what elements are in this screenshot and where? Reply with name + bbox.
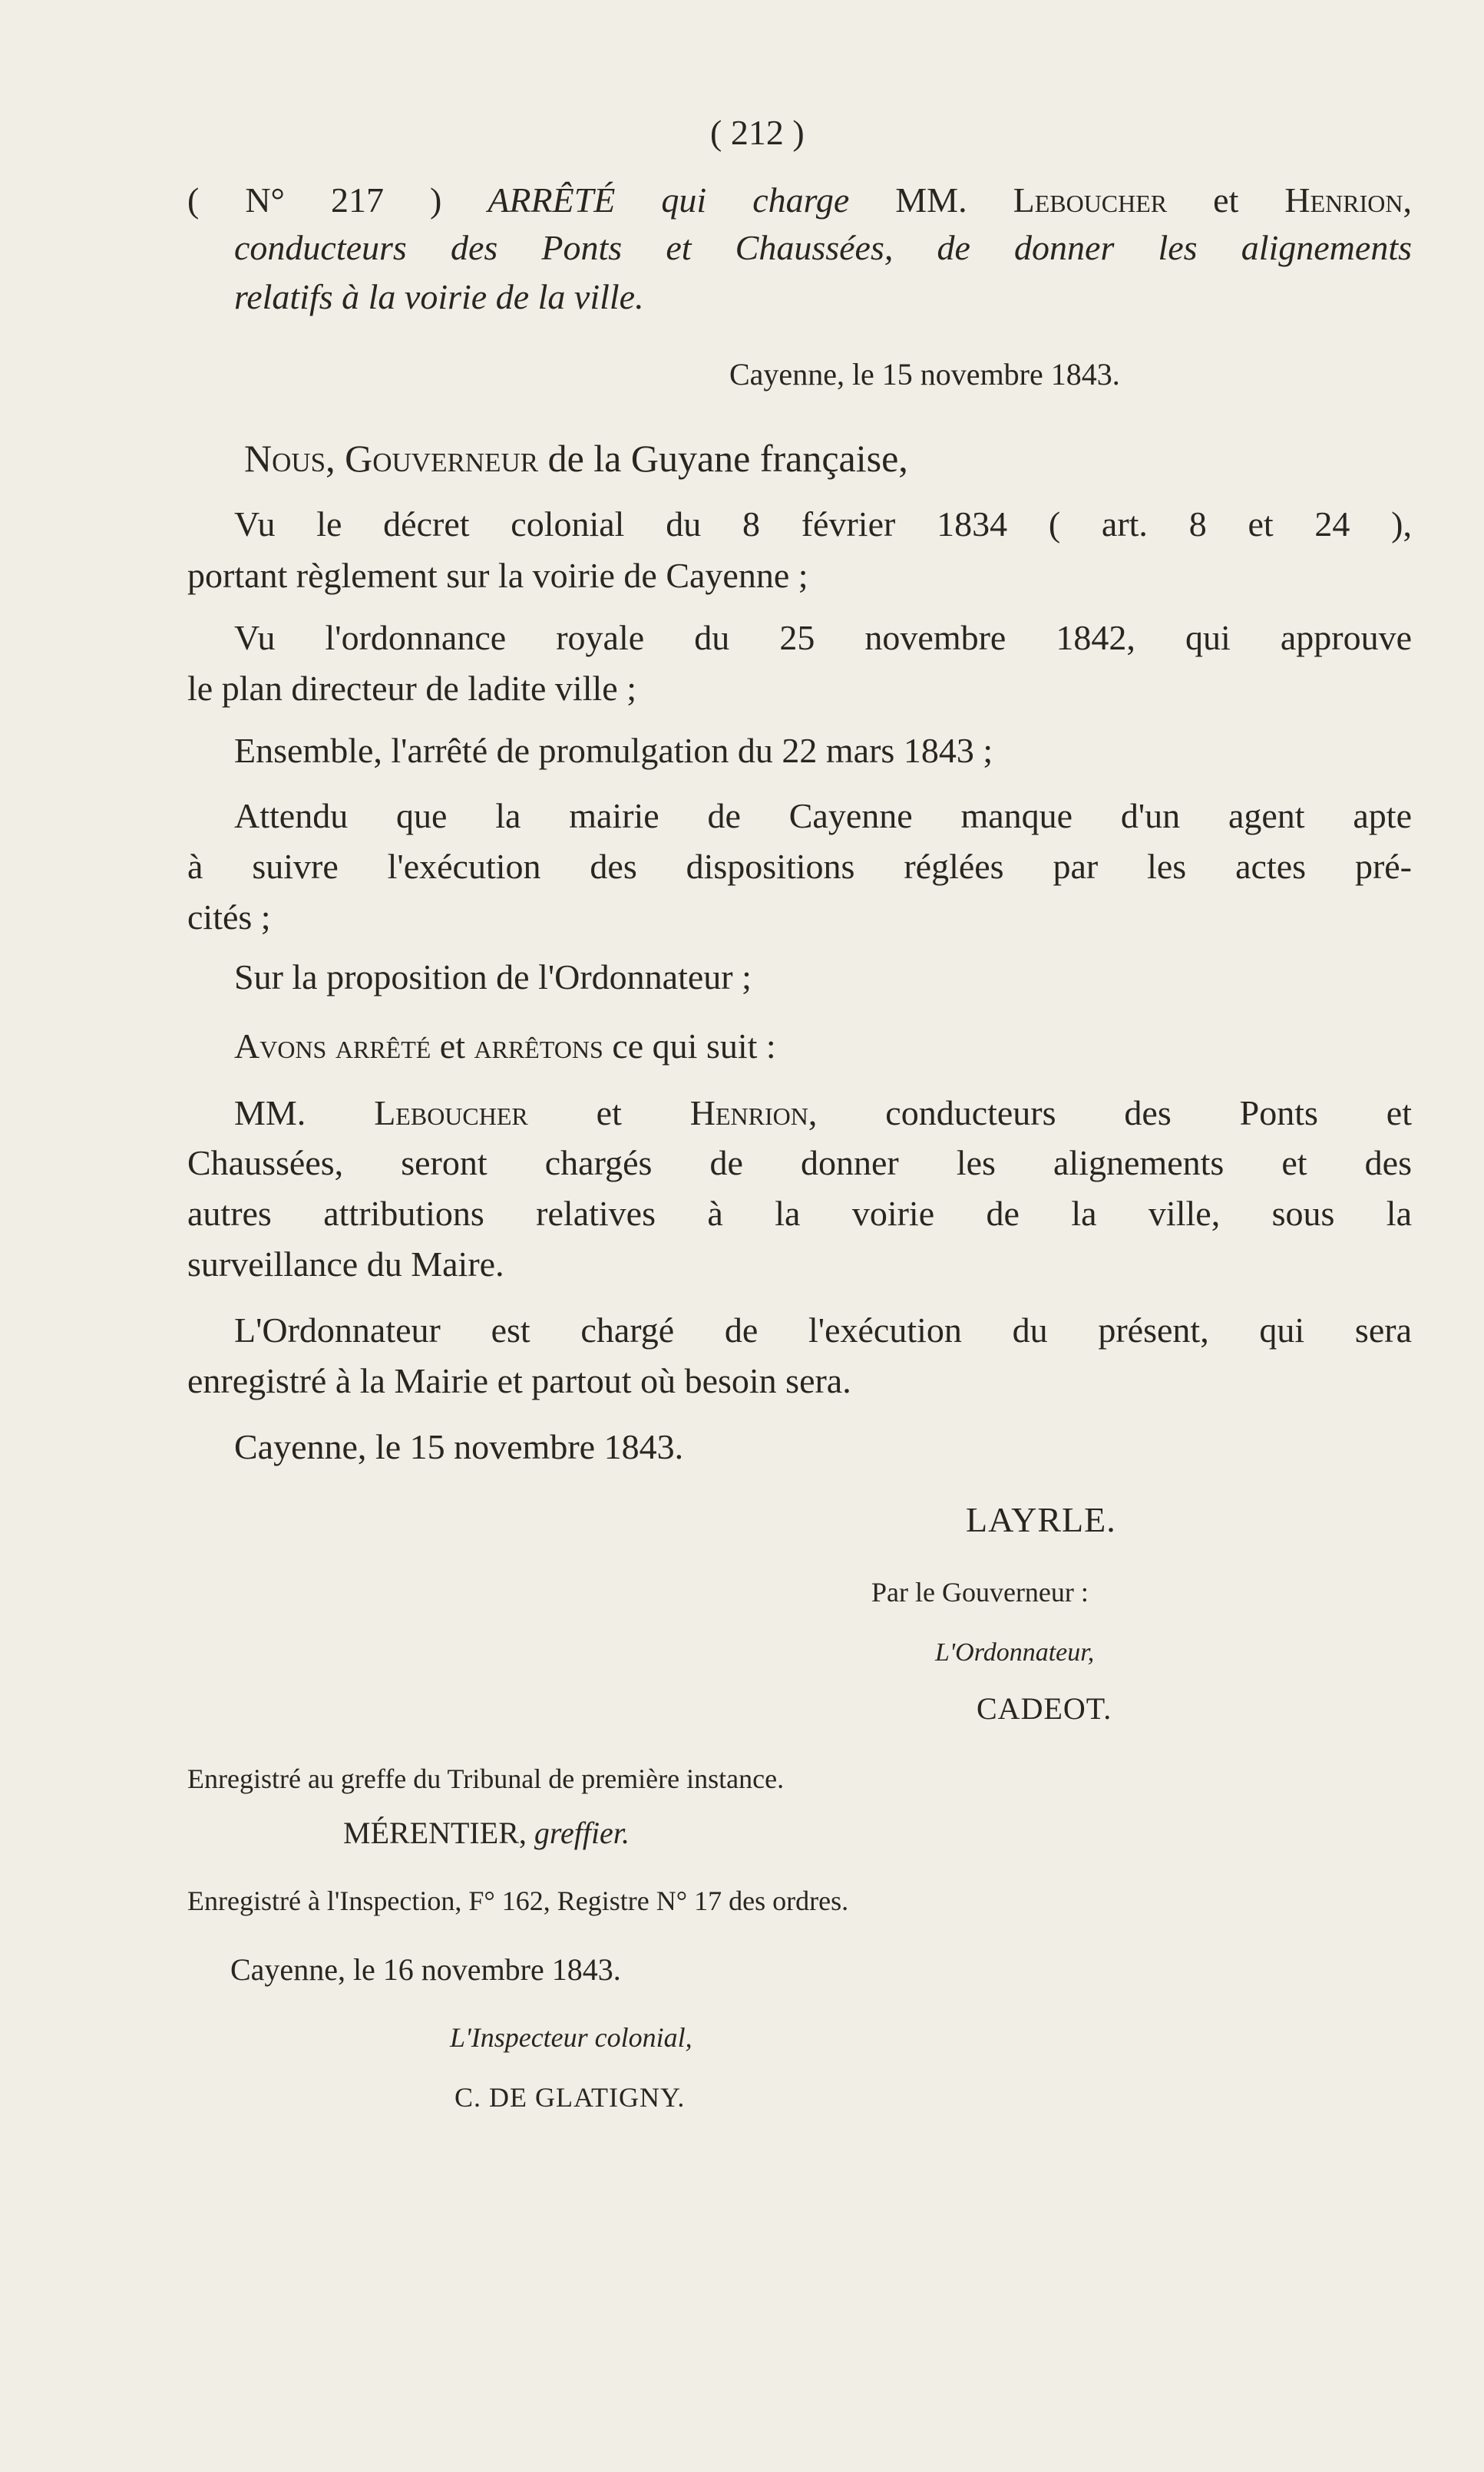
sur-line: Sur la proposition de l'Ordonnateur ; [234, 957, 752, 996]
nous-line: Nous, Gouverneur de la Guyane française, [244, 437, 908, 480]
greffier-word: greffier. [534, 1816, 630, 1850]
heading-line-1 [187, 180, 1412, 220]
signature-glatigny: C. DE GLATIGNY. [454, 2082, 686, 2113]
ordonnateur-line-a: L'Ordonnateur est chargé de l'exécution du présent, qui sera [234, 1310, 1412, 1350]
greffe-line: Enregistré au greffe du Tribunal de première instance. [187, 1763, 785, 1794]
page-number: ( 212 ) [710, 113, 805, 152]
heading-act: ARRÊTÉ [488, 180, 616, 220]
attendu-line-a: Attendu que la mairie de Cayenne manque d'un agent apte [234, 796, 1412, 835]
signature-cadeot: CADEOT. [977, 1691, 1112, 1726]
ordonnateur-title: L'Ordonnateur, [935, 1638, 1095, 1667]
gouverneur-word: Gouverneur [345, 437, 539, 480]
vu2-line-a: Vu l'ordonnance royale du 25 novembre 1842, qui approuve [234, 618, 1412, 657]
date-line: Cayenne, le 15 novembre 1843. [729, 357, 1120, 392]
cayenne-date-3: Cayenne, le 16 novembre 1843. [230, 1952, 621, 1987]
heading-name1: Leboucher [1013, 180, 1168, 220]
inspecteur-title: L'Inspecteur colonial, [450, 2022, 692, 2053]
inspection-line: Enregistré à l'Inspection, F° 162, Registre N° 17 des ordres. [187, 1885, 849, 1916]
heading-name2: Henrion, [1284, 180, 1412, 220]
merentier-name: MÉRENTIER, [343, 1816, 527, 1850]
heading-line-3: relatifs à la voirie de la ville. [234, 277, 644, 316]
vu1-line-a: Vu le décret colonial du 8 février 1834 ( art. 8 et 24 ), [234, 504, 1412, 544]
ensemble-line: Ensemble, l'arrêté de promulgation du 22 mars 1843 ; [234, 731, 993, 770]
avons-line: Avons arrêté et arrêtons ce qui suit : [234, 1026, 776, 1066]
attendu-line-c: cités ; [187, 897, 271, 937]
vu1-line-b: portant règlement sur la voirie de Cayenne ; [187, 556, 808, 595]
mm-line-d: surveillance du Maire. [187, 1244, 504, 1284]
mm-line-c: autres attributions relatives à la voirie de la ville, sous la [187, 1194, 1412, 1233]
signature-layrle: LAYRLE. [966, 1500, 1116, 1539]
cayenne-date-2: Cayenne, le 15 novembre 1843. [234, 1427, 684, 1466]
mm-line-b: Chaussées, seront chargés de donner les alignements et des [187, 1143, 1412, 1182]
merentier-line [343, 1818, 630, 1849]
heading-mm: MM. [895, 180, 967, 220]
nous-word: Nous [244, 437, 326, 480]
attendu-line-b: à suivre l'exécution des dispositions réglées par les actes pré- [187, 847, 1412, 886]
par-le-gouverneur: Par le Gouverneur : [871, 1577, 1089, 1608]
mm-line-a: MM. Leboucher et Henrion, conducteurs des Ponts et [234, 1093, 1412, 1132]
ordonnateur-line-b: enregistré à la Mairie et partout où besoin sera. [187, 1361, 851, 1400]
heading-line-2: conducteurs des Ponts et Chaussées, de donner les alignements [234, 228, 1412, 267]
heading-number: ( N° 217 ) [187, 180, 442, 220]
vu2-line-b: le plan directeur de ladite ville ; [187, 669, 636, 708]
heading-qui-charge: qui charge [661, 180, 850, 220]
heading-et: et [1213, 180, 1239, 220]
